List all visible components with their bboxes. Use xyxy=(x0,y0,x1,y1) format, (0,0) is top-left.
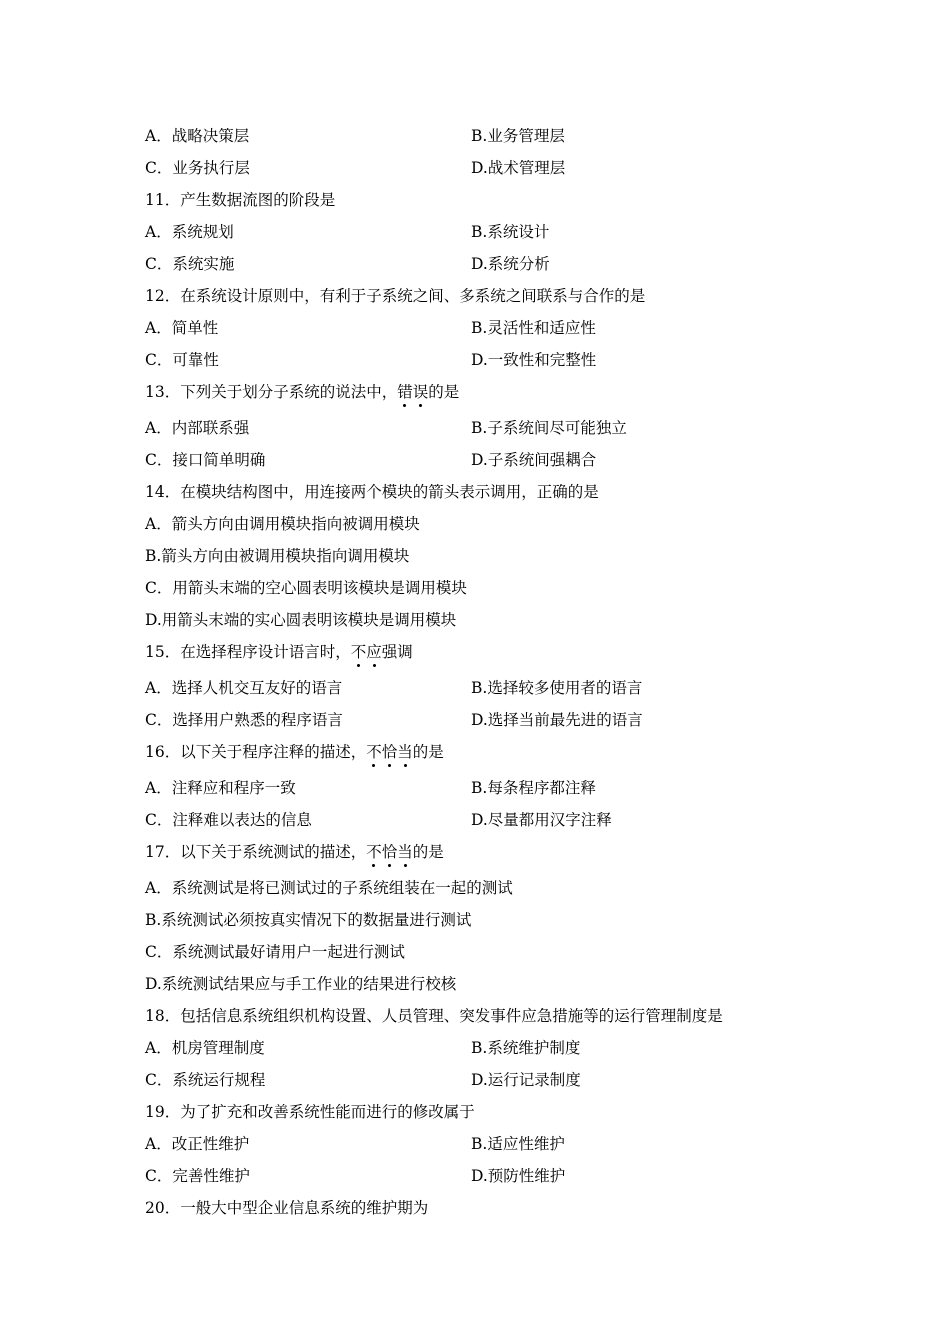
q17-emphasis: 不恰当 xyxy=(366,843,413,861)
q19-stem: 19．为了扩充和改善系统性能而进行的修改属于 xyxy=(145,1103,475,1121)
q18-option-c: C．系统运行规程 xyxy=(145,1071,266,1089)
q15-option-a: A．选择人机交互友好的语言 xyxy=(145,679,343,697)
q16-option-c: C．注释难以表达的信息 xyxy=(145,811,312,829)
q19-option-c: C．完善性维护 xyxy=(145,1167,250,1185)
q13-option-d: D.子系统间强耦合 xyxy=(471,451,597,469)
q12-option-b: B.灵活性和适应性 xyxy=(471,319,596,337)
q16-stem: 16．以下关于程序注释的描述，不恰当的是 xyxy=(145,743,444,761)
q20-stem: 20．一般大中型企业信息系统的维护期为 xyxy=(145,1199,429,1217)
q17-option-a: A．系统测试是将已测试过的子系统组装在一起的测试 xyxy=(145,879,513,897)
q14-stem: 14．在模块结构图中，用连接两个模块的箭头表示调用，正确的是 xyxy=(145,483,599,501)
q14-option-a: A．箭头方向由调用模块指向被调用模块 xyxy=(145,515,420,533)
q13-option-a: A．内部联系强 xyxy=(145,419,250,437)
q11-option-c: C．系统实施 xyxy=(145,255,235,273)
q17-stem: 17．以下关于系统测试的描述，不恰当的是 xyxy=(145,843,444,861)
q14-option-b: B.箭头方向由被调用模块指向调用模块 xyxy=(145,547,410,565)
q18-option-b: B.系统维护制度 xyxy=(471,1039,581,1057)
q10-option-c: C．业务执行层 xyxy=(145,159,250,177)
q11-option-b: B.系统设计 xyxy=(471,223,550,241)
q18-option-d: D.运行记录制度 xyxy=(471,1071,581,1089)
q19-option-d: D.预防性维护 xyxy=(471,1167,566,1185)
q17-option-b: B.系统测试必须按真实情况下的数据量进行测试 xyxy=(145,911,472,929)
q14-option-d: D.用箭头末端的实心圆表明该模块是调用模块 xyxy=(145,611,457,629)
q16-emphasis: 不恰当 xyxy=(366,743,413,761)
q11-stem: 11．产生数据流图的阶段是 xyxy=(145,191,336,209)
q16-option-b: B.每条程序都注释 xyxy=(471,779,596,797)
q14-option-c: C．用箭头末端的空心圆表明该模块是调用模块 xyxy=(145,579,467,597)
q10-option-b: B.业务管理层 xyxy=(471,127,565,145)
q10-option-d: D.战术管理层 xyxy=(471,159,566,177)
q19-option-b: B.适应性维护 xyxy=(471,1135,565,1153)
q15-option-d: D.选择当前最先进的语言 xyxy=(471,711,643,729)
q15-stem: 15．在选择程序设计语言时，不应强调 xyxy=(145,643,413,661)
q11-option-a: A．系统规划 xyxy=(145,223,234,241)
q12-option-a: A．简单性 xyxy=(145,319,219,337)
q12-option-d: D.一致性和完整性 xyxy=(471,351,597,369)
q17-option-d: D.系统测试结果应与手工作业的结果进行校核 xyxy=(145,975,457,993)
q17-option-c: C．系统测试最好请用户一起进行测试 xyxy=(145,943,405,961)
q15-option-b: B.选择较多使用者的语言 xyxy=(471,679,643,697)
q18-option-a: A．机房管理制度 xyxy=(145,1039,265,1057)
q13-stem: 13．下列关于划分子系统的说法中，错误的是 xyxy=(145,383,460,401)
q13-option-b: B.子系统间尽可能独立 xyxy=(471,419,627,437)
q13-emphasis: 错误 xyxy=(397,383,429,401)
q15-option-c: C．选择用户熟悉的程序语言 xyxy=(145,711,343,729)
q11-option-d: D.系统分析 xyxy=(471,255,550,273)
q13-option-c: C．接口简单明确 xyxy=(145,451,266,469)
q16-option-d: D.尽量都用汉字注释 xyxy=(471,811,612,829)
q10-option-a: A．战略决策层 xyxy=(145,127,250,145)
q15-emphasis: 不应 xyxy=(350,643,382,661)
q12-option-c: C．可靠性 xyxy=(145,351,219,369)
q18-stem: 18．包括信息系统组织机构设置、人员管理、突发事件应急措施等的运行管理制度是 xyxy=(145,1007,723,1025)
q12-stem: 12．在系统设计原则中，有利于子系统之间、多系统之间联系与合作的是 xyxy=(145,287,646,305)
q19-option-a: A．改正性维护 xyxy=(145,1135,250,1153)
q16-option-a: A．注释应和程序一致 xyxy=(145,779,296,797)
